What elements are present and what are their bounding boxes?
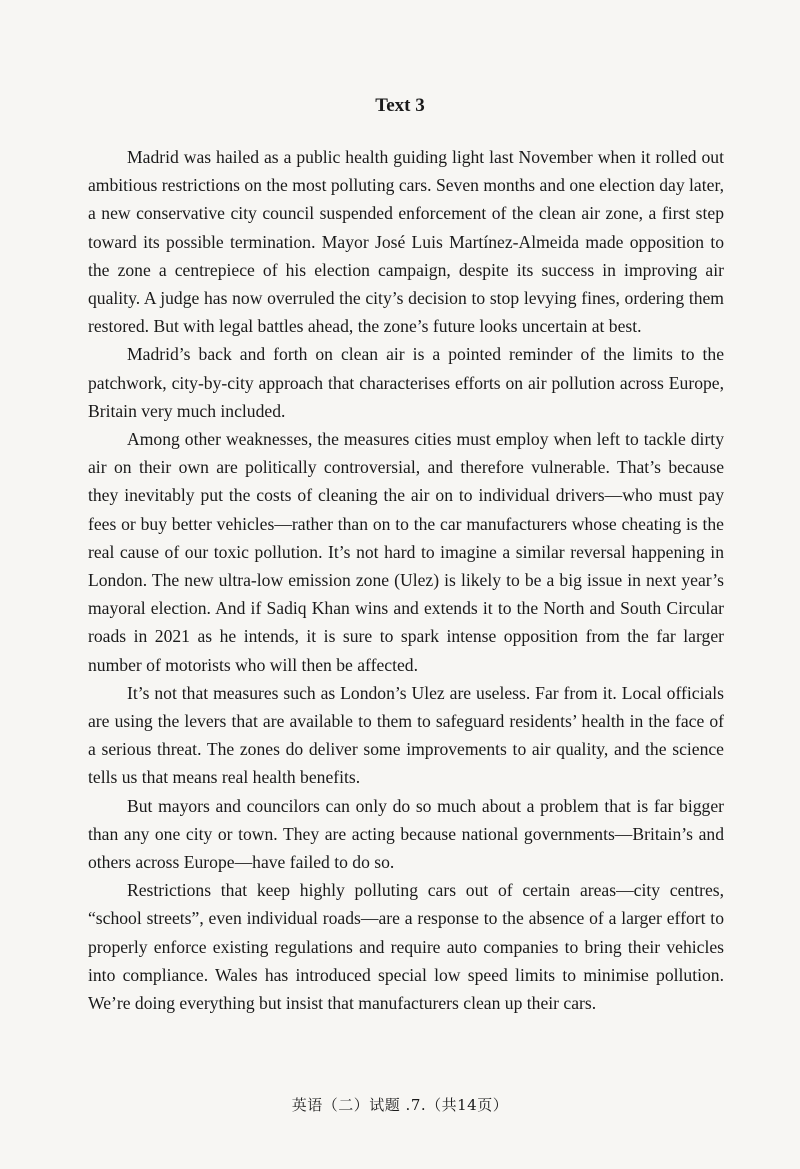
- paragraph-3: Among other weaknesses, the measures cities must employ when left to tackle dirty air on their own are politically controversial, and therefore vulnerable. That’s because they inevitably put the costs of cleaning the air on to individual drivers—who must pay fees or buy better vehicles—rather than on to the car manufacturers whose cheating is the real cause of our toxic pollution. It’s not hard to imagine a similar reversal happening in London. The new ultra-low emission zone (Ulez) is likely to be a big issue in next year’s mayoral election. And if Sadiq Khan wins and extends it to the North and South Circular roads in 2021 as he intends, it is sure to spark intense opposition from the far larger number of motorists who will then be affected.: [88, 429, 724, 675]
- text-title: Text 3: [375, 95, 425, 116]
- page-footer: 英语（二）试题 .7.（共14页）: [291, 1096, 509, 1114]
- paragraph-4: It’s not that measures such as London’s Ulez are useless. Far from it. Local officials are using the levers that are available to them to safeguard residents’ health in the face of a serious threat. The zones do deliver some improvements to air quality, and the science tells us that means real health benefits.: [88, 682, 724, 788]
- paragraph-1: Madrid was hailed as a public health guiding light last November when it rolled out ambitious restrictions on the most polluting cars. Seven months and one election day later, a new conservative city council suspended enforcement of the clean air zone, a first step toward its possible termination. Mayor José Luis Martínez-Almeida made opposition to the zone a centrepiece of his election campaign, despite its success in improving air quality. A judge has now overruled the city’s decision to stop levying fines, ordering them restored. But with legal battles ahead, the zone’s future looks uncertain at best.: [88, 147, 724, 337]
- paragraph-6: Restrictions that keep highly polluting cars out of certain areas—city centres, “school streets”, even individual roads—are a response to the absence of a larger effort to properly enforce existing regulations and require auto companies to bring their vehicles into compliance. Wales has introduced special low speed limits to minimise pollution. We’re doing everything but insist that manufacturers clean up their cars.: [88, 880, 724, 1014]
- paragraph-5: But mayors and councilors can only do so much about a problem that is far bigger than any one city or town. They are acting because national governments—Britain’s and others across Europe—have failed to do so.: [88, 795, 724, 873]
- reading-passage: [88, 143, 724, 1017]
- paragraph-2: Madrid’s back and forth on clean air is a pointed reminder of the limits to the patchwork, city-by-city approach that characterises efforts on air pollution across Europe, Britain very much included.: [88, 344, 724, 421]
